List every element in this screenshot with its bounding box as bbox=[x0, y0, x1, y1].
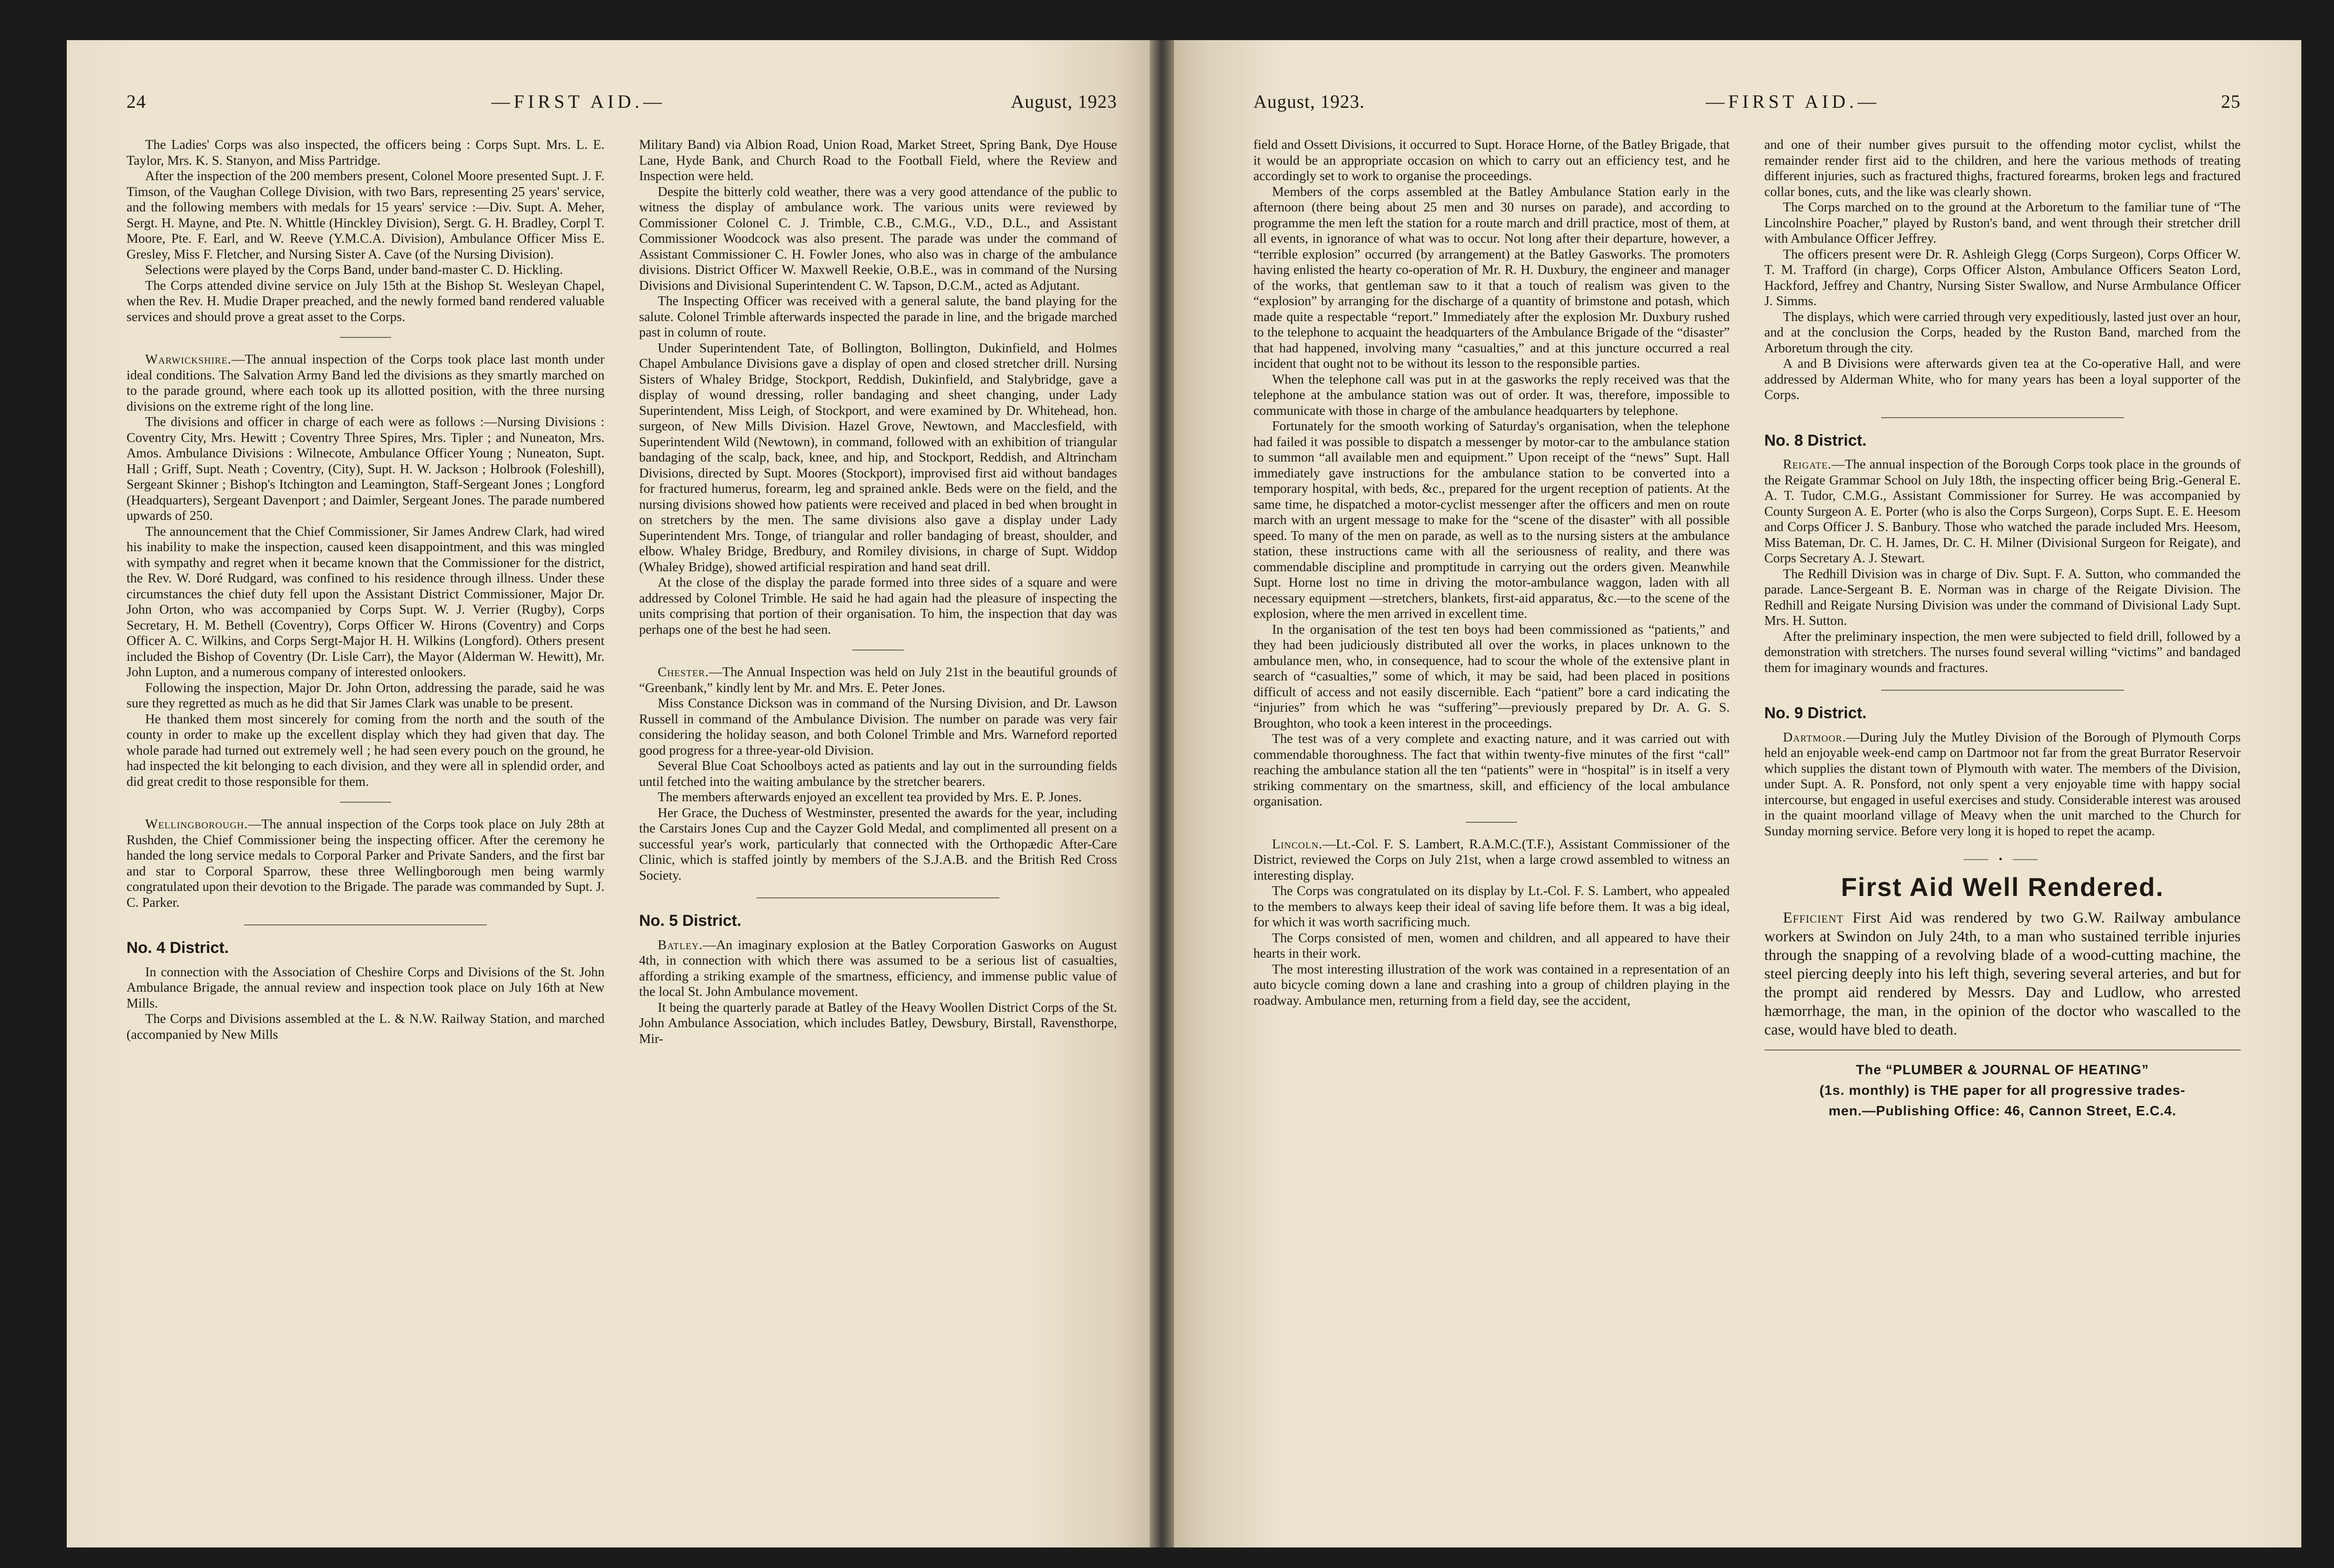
paragraph: Miss Constance Dickson was in command of the Nursing Division, and Dr. Lawson Russell in command of the Ambulance Division. The number on parade was very fair considering the holiday season, and both Colonel Trimble and Mrs. Warneford reported good progress for a three-year-old Division. bbox=[639, 696, 1117, 758]
paragraph: At the close of the display the parade formed into three sides of a square and were addressed by Colonel Trimble. He said he had again had the pleasure of inspecting the units comprising that portion of their organisation. To him, the inspection that day was perhaps one of the best he had seen. bbox=[639, 575, 1117, 637]
ornament-divider: ⸻ • ⸻ bbox=[1963, 853, 2042, 865]
paragraph: The members afterwards enjoyed an excellent tea provided by Mrs. E. P. Jones. bbox=[658, 790, 1082, 805]
paragraph: It being the quarterly parade at Batley of the Heavy Woollen District Corps of the St. John Ambulance Association, which includes Batley, Dewsbury, Birstall, Ravensthorpe, Mir- bbox=[639, 1000, 1117, 1046]
paragraph: When the telephone call was put in at the gasworks the reply received was that the telephone at the ambulance station was out of order. It was, therefore, impossible to communicate with those in charge of the ambulance headquarters by telephone. bbox=[1253, 372, 1730, 418]
right-running-head bbox=[1253, 91, 2241, 119]
left-date: August, 1923 bbox=[1011, 91, 1117, 112]
right-column-1 bbox=[1253, 137, 1730, 1121]
paragraph-text: —During July the Mutley Division of the Borough of Plymouth Corps held an enjoyable week-end camp on Dartmoor not far from the great Burrator Reservoir which supplies the distant town of Plymouth with water. The members of the Division, under Supt. A. R. Ponsford, not only spent a very enjoyable time with happy social intercourse, but engaged in useful exercises and study. Considerable interest was aroused in the quaint moorland village of Meavy when the unit marched to the Church for Sunday morning service. Before very long it is hoped to repet the acamp. bbox=[1764, 730, 2241, 839]
left-running-head bbox=[127, 91, 1117, 119]
ad-line: The “PLUMBER & JOURNAL OF HEATING” bbox=[1856, 1063, 2149, 1078]
paragraph: Under Superintendent Tate, of Bollington, Bollington, Dukinfield, and Holmes Chapel Ambulance Divisions gave a display of open and closed stretcher drill. Nursing Sisters of Whaley Bridge, Stockport, Reddish, Dukinfield, and Stalybridge, gave a display of wound dressing, roller bandaging and sheet changing, under Lady Superintendent, Miss Leigh, of Stockport, and were examined by Dr. Whitehead, hon. surgeon, of New Mills Division. Hazel Grove, Newtown, and Macclesfield, with Superintendent Wild (Newtown), in command, followed with an exhibition of triangular bandaging of the scalp, back, knee, and hip, and Stockport, Reddish, and Altrincham Divisions, directed by Supt. Moores (Stockport), improvised first aid without bandages for fractured humerus, forearm, leg and sprained ankle. Beds were on the field, and the nursing divisions showed how patients were received and placed in bed when brought in on stretchers by the men. The same divisions also gave a display under Lady Superintendent Mrs. Tonge, of triangular and roller bandaging of breast, shoulder, and elbow. Whaley Bridge, Bredbury, and Romiley divisions, in charge of Supt. Widdop (Whaley Bridge), showed artificial respiration and hand seat drill. bbox=[639, 341, 1117, 574]
left-running-title: —FIRST AID.— bbox=[491, 91, 666, 112]
paragraph bbox=[1765, 909, 2241, 1039]
paragraph: Despite the bitterly cold weather, there was a very good attendance of the public to witness the display of ambulance work. The various units were reviewed by Commissioner Colonel C. J. Trimble, C.B., C.M.G., V.D., D.L., and Assistant Commissioner Woodcock was also present. The parade was under the command of Assistant Commissioner C. H. Fowler Jones, who also was in charge of the ambulance divisions. District Officer W. Maxwell Reekie, O.B.E., was in command of the Nursing Divisions and Divisional Superintendent C. W. Tapson, D.C.M., acted as Adjutant. bbox=[639, 184, 1117, 293]
divider bbox=[340, 337, 391, 338]
paragraph: Selections were played by the Corps Band, under band-master C. D. Hickling. bbox=[145, 263, 563, 277]
section-lead: Lincoln. bbox=[1272, 837, 1323, 852]
district-heading: No. 9 District. bbox=[1764, 704, 1867, 722]
section-lead: Reigate. bbox=[1783, 457, 1832, 472]
paragraph: The Inspecting Officer was received with a general salute, the band playing for the salute. Colonel Trimble afterwards inspected the parade in line, and the brigade marched past in column of route. bbox=[639, 294, 1117, 340]
divider bbox=[244, 924, 487, 925]
paragraph: field and Ossett Divisions, it occurred to Supt. Horace Horne, of the Batley Brigade, that it would be an appropriate occasion on which to carry out an efficiency test, and he accordingly set to work to organise the proceedings. bbox=[1253, 138, 1730, 183]
paragraph: Her Grace, the Duchess of Westminster, presented the awards for the year, including the Carstairs Jones Cup and the Cayzer Gold Medal, and complimented all present on a successful year's work, particularly that connected with the Orthopædic After-Care Clinic, which is staffed jointly by members of the S.J.A.B. and the British Red Cross Society. bbox=[639, 805, 1117, 883]
paragraph: The Corps was congratulated on its display by Lt.-Col. F. S. Lambert, who appealed to the members to always keep their ideal of saving life before them. It was a big ideal, for which it was worth sacrificing much. bbox=[1253, 884, 1730, 930]
paragraph: The Corps consisted of men, women and children, and all appeared to have their hearts in their work. bbox=[1253, 931, 1730, 961]
paragraph-text: First Aid was rendered by two G.W. Railway ambulance workers at Swindon on July 24th, to a man who sustained terrible injuries through the snapping of a revolving blade of a wood-cutting machine, the steel piercing deeply into his left thigh, severing several arteries, and but for the prompt aid rendered by Messrs. Day and Ludlow, who arrested hæmorrhage, the man, in the opinion of the doctor who wascalled to the case, would have bled to death. bbox=[1764, 910, 2241, 1038]
district-heading: No. 4 District. bbox=[127, 939, 229, 957]
paragraph-text: —Lt.-Col. F. S. Lambert, R.A.M.C.(T.F.), Assistant Commissioner of the District, reviewed the Corps on July 21st, when a large crowd assembled to witness an interesting display. bbox=[1253, 837, 1730, 883]
paragraph: A and B Divisions were afterwards given tea at the Co-operative Hall, and were addressed by Alderman White, who for many years has been a loyal supporter of the Corps. bbox=[1764, 357, 2241, 402]
district-heading: No. 5 District. bbox=[639, 912, 742, 930]
ad-line: (1s. monthly) is THE paper for all progressive trades- bbox=[1819, 1083, 2186, 1098]
paragraph: Fortunately for the smooth working of Saturday's organisation, when the telephone had failed it was possible to dispatch a messenger by motor-car to the ambulance station to summon “all available men and equipment.” Upon receipt of the “news” Supt. Hall immediately gave instructions for the ambulance station to be converted into a temporary hospital, with beds, &c., prepared for the urgent reception of patients. At the same time, he dispatched a motor-cyclist messenger after the officers and men on route march with an urgent message to make for the “scene of the disaster” with all possible speed. To many of the men on parade, as well as to the nursing sisters at the ambulance station, these instructions came with all the seriousness of reality, and there was commendable discipline and promptitude in carrying out the orders given. Meanwhile Supt. Horne lost no time in driving the motor-ambulance waggon, laden with all necessary equipment —stretchers, blankets, first-aid apparatus, &c.—to the scene of the explosion, where the men arrived in excellent time. bbox=[1253, 419, 1730, 621]
right-running-title: —FIRST AID.— bbox=[1706, 91, 1880, 112]
paragraph-text: —An imaginary explosion at the Batley Corporation Gasworks on August 4th, in connection with which there was assumed to be a serious list of casualties, affording a striking example of the smartness, efficiency, and immense public value of the local St. John Ambulance movement. bbox=[639, 938, 1117, 999]
paragraph: The Ladies' Corps was also inspected, the officers being : Corps Supt. Mrs. L. E. Taylor, Mrs. K. S. Stanyon, and Miss Partridge. bbox=[127, 138, 605, 168]
divider bbox=[852, 650, 904, 651]
section-lead: Batley. bbox=[658, 938, 703, 952]
section-lead: Warwickshire. bbox=[145, 352, 232, 367]
paragraph bbox=[1765, 730, 2241, 840]
right-date: August, 1923. bbox=[1253, 91, 1365, 112]
divider bbox=[340, 802, 391, 803]
paragraph: The Corps attended divine service on July 15th at the Bishop St. Wesleyan Chapel, when the Rev. H. Mudie Draper preached, and the newly formed band rendered valuable services and should prove a great asset to the Corps. bbox=[127, 278, 605, 324]
paragraph: Following the inspection, Major Dr. John Orton, addressing the parade, said he was sure they regretted as much as he did that Sir James Clark was unable to be present. bbox=[127, 680, 605, 711]
paragraph: In connection with the Association of Cheshire Corps and Divisions of the St. John Ambulance Brigade, the annual review and inspection took place on July 16th at New Mills. bbox=[127, 965, 605, 1011]
paragraph bbox=[1253, 837, 1730, 884]
paragraph bbox=[127, 817, 605, 910]
advertisement bbox=[1765, 1060, 2241, 1121]
article-title: First Aid Well Rendered. bbox=[1841, 872, 2164, 902]
paragraph bbox=[127, 352, 605, 414]
district-heading: No. 8 District. bbox=[1764, 431, 1867, 449]
paragraph-text: —The annual inspection of the Corps took place on July 28th at Rushden, the Chief Commissioner being the inspecting officer. After the ceremony he handed the long service medals to Corporal Parker and Private Sanders, and the first bar and star to Corporal Sparrow, these three Wellingborough men being warmly congratulated upon their devotion to the Brigade. The parade was commanded by Supt. J. C. Parker. bbox=[127, 817, 605, 910]
paragraph bbox=[1765, 457, 2241, 567]
book-gutter bbox=[1150, 40, 1174, 1547]
paragraph: Several Blue Coat Schoolboys acted as patients and lay out in the surrounding fields until fetched into the waiting ambulance by the stretcher bearers. bbox=[639, 759, 1117, 789]
paragraph: The officers present were Dr. R. Ashleigh Glegg (Corps Surgeon), Corps Officer W. T. M. Trafford (in charge), Corps Officer Alston, Ambulance Officers Seaton Lord, Hackford, Jeffrey and Chantry, Nursing Sister Swallow, and Nurse Armbulance Officer J. Simms. bbox=[1764, 247, 2241, 308]
paragraph: Military Band) via Albion Road, Union Road, Market Street, Spring Bank, Dye House Lane, Hyde Bank, and Church Road to the Football Field, where the Review and Inspection were held. bbox=[639, 138, 1117, 183]
paragraph bbox=[639, 938, 1117, 1000]
paragraph: After the inspection of the 200 members present, Colonel Moore presented Supt. J. F. Timson, of the Vaughan College Division, with two Bars, representing 25 years' service, and the following members with medals for 15 years' service :—Div. Supt. A. Meher, Sergt. H. Mayne, and Pte. N. Whittle (Hinckley Division), Sergt. G. H. Bradley, Corpl T. Moore, Pte. F. Earl, and W. Reeve (Y.M.C.A. Division), Ambulance Officer Miss E. Gresley, Miss F. Fletcher, and Nursing Sister A. Cave (of the Nursing Division). bbox=[127, 169, 605, 262]
section-lead: Chester. bbox=[658, 665, 709, 679]
left-page bbox=[67, 40, 1150, 1547]
section-lead: Efficient bbox=[1783, 910, 1844, 926]
paragraph: The Redhill Division was in charge of Div. Supt. F. A. Sutton, who commanded the parade. Lance-Sergeant B. E. Norman was in charge of the Reigate Division. The Redhill and Reigate Nursing Division was under the command of Divisional Lady Supt. Mrs. H. Sutton. bbox=[1764, 567, 2241, 628]
left-column-2 bbox=[639, 137, 1117, 1047]
paragraph: The announcement that the Chief Commissioner, Sir James Andrew Clark, had wired his inability to make the inspection, caused keen disappointment, and this was mingled with sympathy and regret when it became known that the Commissioner for the district, the Rev. W. Doré Rudgard, was confined to his residence through illness. Under these circumstances the chief duty fell upon the Assistant District Commissioner, Major Dr. John Orton, who was accompanied by Corps Supt. W. J. Verrier (Rugby), Corps Secretary, H. M. Bethell (Coventry), Corps Officer W. Hirons (Coventry) and Corps Officer A. C. Wilkins, and Corps Sergt-Major H. H. Wilkins (Longford). Others present included the Bishop of Coventry (Dr. Lisle Carr), the Mayor (Alderman W. Hewitt), Mr. John Lupton, and a numerous company of interested onlookers. bbox=[127, 524, 605, 679]
paragraph-text: —The Annual Inspection was held on July 21st in the beautiful grounds of “Greenbank,” kindly lent by Mr. and Mrs. E. Peter Jones. bbox=[639, 665, 1117, 695]
paragraph: He thanked them most sincerely for coming from the north and the south of the county in order to make up the excellent display which they had given that day. The whole parade had turned out extremely well ; he had seen every pouch on the ground, he had inspected the kit belonging to each division, and they were all in splendid order, and did great credit to those responsible for them. bbox=[127, 712, 605, 789]
paragraph: and one of their number gives pursuit to the offending motor cyclist, whilst the remainder render first aid to the children, and here the various methods of treating different injuries, such as fractured thighs, fractured forearms, broken legs and fractured collar bones, cuts, and the like was clearly shown. bbox=[1764, 138, 2241, 199]
paragraph: The displays, which were carried through very expeditiously, lasted just over an hour, and at the conclusion the Corps, headed by the Ruston Band, marched from the Arboretum through the city. bbox=[1764, 309, 2241, 356]
paragraph-text: —The annual inspection of the Borough Corps took place in the grounds of the Reigate Grammar School on July 18th, the inspecting officer being Brig.-General E. A. T. Tudor, C.M.G., Assistant Commissioner for Surrey. He was accompanied by County Surgeon A. E. Porter (who is also the Corps Surgeon), Corps Supt. E. E. Heesom and Corps Officer J. S. Banbury. Those who watched the parade included Mrs. Heesom, Miss Bateman, Dr. C. H. James, Dr. C. H. Milner (Divisional Surgeon for Reigate), and Corps Secretary A. J. Stewart. bbox=[1764, 457, 2241, 566]
left-page-number: 24 bbox=[127, 91, 146, 112]
right-page-number: 25 bbox=[2221, 91, 2241, 112]
right-column-2 bbox=[1765, 137, 2241, 1121]
paragraph bbox=[639, 665, 1117, 696]
right-page bbox=[1174, 40, 2301, 1547]
paragraph: Members of the corps assembled at the Batley Ambulance Station early in the afternoon (there being about 25 men and 30 nurses on parade), and according to programme the men left the station for a route march and drill practice, most of them, at all events, in ignorance of what was to occur. Not long after their departure, however, a “terrible explosion” occurred (by arrangement) at the Batley Gasworks. The promoters having enlisted the hearty co-operation of Mr. R. H. Duxbury, the engineer and manager of the works, that gentleman saw to it that a touch of realism was given to the “explosion” by arranging for the discharge of a quantity of brimstone and potash, which made quite a respectable “report.” Immediately after the explosion Mr. Duxbury rushed to the telephone to acquaint the headquarters of the Ambulance Brigade of the “disaster” that had happened, involving many “casualties,” and at this juncture occurred a real incident that ought not to be without its lesson to the responsible parties. bbox=[1253, 184, 1730, 371]
paragraph: The Corps marched on to the ground at the Arboretum to the familiar tune of “The Lincolnshire Poacher,” played by Ruston's band, and went through their stretcher drill with Ambulance Officer Jeffrey. bbox=[1764, 200, 2241, 246]
divider bbox=[757, 897, 999, 898]
paragraph: After the preliminary inspection, the men were subjected to field drill, followed by a demonstration with stretchers. The nurses found several willing “victims” and bandaged them for imaginary wounds and fractures. bbox=[1764, 629, 2241, 675]
ad-line: men.—Publishing Office: 46, Cannon Street, E.C.4. bbox=[1828, 1104, 2177, 1119]
divider bbox=[1466, 822, 1517, 823]
paragraph: In the organisation of the test ten boys had been commissioned as “patients,” and they had been judiciously distributed all over the works, in places unknown to the ambulance men, who, in consequence, had to scour the whole of the extensive plant in search of “casualties,” some of which, it may be said, had been placed in positions difficult of access and not easily discernible. Each “patient” bore a card indicating the “injuries” from which he was “suffering”—previously prepared by Dr. A. G. S. Broughton, who took a keen interest in the proceedings. bbox=[1253, 622, 1730, 731]
paragraph: The test was of a very complete and exacting nature, and it was carried out with commendable thoroughness. The fact that within twenty-five minutes of the first “call” reaching the ambulance station all the ten “patients” were in “hospital” is in itself a very striking commentary on the smartness, skill, and efficiency of the local ambulance organisation. bbox=[1253, 732, 1730, 809]
section-lead: Wellingborough. bbox=[145, 817, 248, 832]
left-column-1 bbox=[127, 137, 605, 1047]
divider bbox=[1881, 690, 2124, 691]
section-lead: Dartmoor. bbox=[1783, 730, 1847, 745]
divider bbox=[1881, 417, 2124, 418]
paragraph-text: —The annual inspection of the Corps took place last month under ideal conditions. The Salvation Army Band led the divisions as they smartly marched on to the parade ground, where each took up its allotted position, with the three nursing divisions on the extreme right of the long line. bbox=[127, 352, 605, 414]
paragraph: The Corps and Divisions assembled at the L. & N.W. Railway Station, and marched (accompanied by New Mills bbox=[127, 1012, 605, 1042]
paragraph: The divisions and officer in charge of each were as follows :—Nursing Divisions : Coventry City, Mrs. Hewitt ; Coventry Three Spires, Mrs. Tipler ; and Nuneaton, Mrs. Amos. Ambulance Divisions : Wilnecote, Ambulance Officer Young ; Nuneaton, Supt. Hall ; Griff, Supt. Neath ; Coventry, (City), Supt. H. W. Jackson ; Holbrook (Foleshill), Sergeant Skinner ; Bishop's Itchington and Leamington, Staff-Sergeant Jones ; Longford (Headquarters), Sergeant Davenport ; and Daimler, Sergeant Jones. The parade numbered upwards of 250. bbox=[127, 415, 605, 523]
paragraph: The most interesting illustration of the work was contained in a representation of an auto bicycle coming down a lane and crashing into a group of children playing in the roadway. Ambulance men, returning from a field day, see the accident, bbox=[1253, 962, 1730, 1008]
